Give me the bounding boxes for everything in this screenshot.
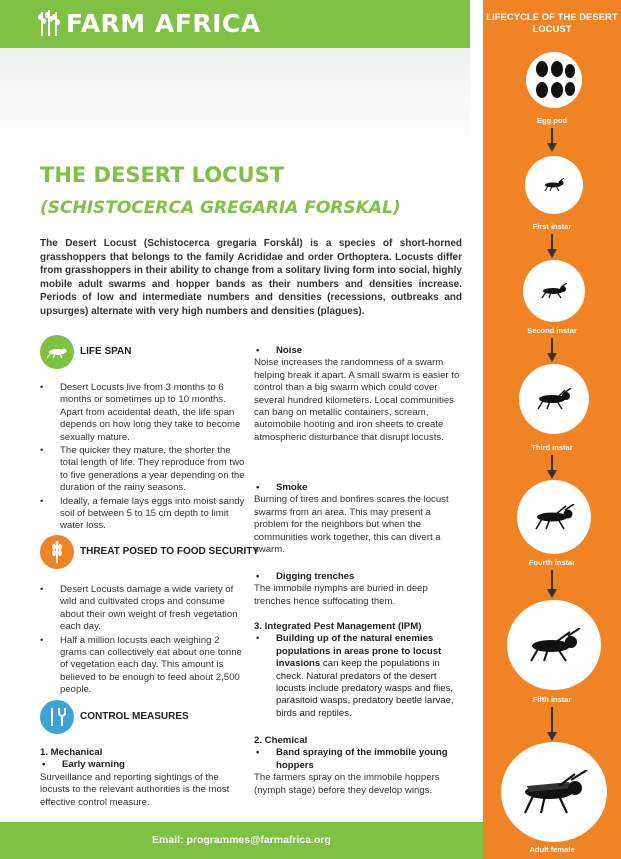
ipm-heading: 3. Integrated Pest Management (IPM): [254, 621, 422, 632]
farm-africa-logo: [38, 8, 261, 38]
band-spraying-text: The farmers spray on the immobile hoppers (nymph stage) before they develop wings.: [254, 772, 440, 796]
arrow-down-icon: [547, 570, 557, 598]
noise-heading: • Noise: [254, 345, 464, 357]
fifth-instar-image: [507, 600, 601, 690]
stage-label-second-instar: Second instar: [527, 326, 577, 335]
early-warning-text: Surveillance and reporting sightings of the locusts to the relevant authorities is the most effective control measure.: [40, 771, 230, 808]
noise-text: Noise increases the randomness of a swarm helping break it apart. A small swarm is easier to control than a big swarm which could cover several hundred kilometers. Local communities can bang on metallic containers, scream, automobile hooting and iron sheets to create atmospheric disturbance that disrupt locusts.: [254, 357, 460, 443]
list-item: • Half a million locusts each weighing 2 grams can collectively eat about one tonne of vegetation each day. This amount is believed to be enough to feed about 2,500 people.: [38, 635, 248, 697]
footer: [0, 822, 483, 859]
stage-label-first-instar: First instar: [532, 222, 572, 231]
band-spraying-heading: • Band spraying of the immobile young hoppers: [254, 747, 464, 772]
list-item: • Desert Locusts live from 3 months to 6 months or sometimes up to 10 months. Apart from accidental death, the life span depends on how long they take to become sexually mature.: [38, 382, 248, 444]
arrow-down-icon: [547, 455, 557, 479]
stage-label-fourth-instar: Fourth instar: [528, 558, 576, 567]
ipm-text: can keep the populations in check. Natural predators of the desert locusts include predatory wasps and flies, parasitoid wasps, predatory beetle larvae, birds and reptiles.: [276, 658, 454, 719]
egg-pod-image: [526, 52, 582, 108]
lifecycle-sidebar: [483, 0, 621, 859]
smoke-text: Burning of tires and bonfires scares the locust swarms from an area. This may present a problem for the neighbors but when the communities work together, this can divert a swarm.: [254, 494, 449, 556]
wheat-logo-icon: [38, 8, 60, 38]
lifecycle-title: LIFECYCLE OF THE DESERT LOCUST: [486, 12, 618, 35]
control-mechanical: [40, 747, 250, 809]
arrow-down-icon: [547, 234, 557, 258]
mechanical-heading: 1. Mechanical: [40, 747, 103, 758]
stage-label-third-instar: Third instar: [531, 443, 573, 452]
chemical-block: [254, 735, 464, 797]
intro-paragraph: The Desert Locust (Schistocerca gregaria Forskål) is a species of short-horned grasshoppers that belongs to the family Acrididae and order Orthoptera. Locusts differ from grasshoppers in their ability to change from a solitary living form into social, highly mobile adult swarms and hopper bands as their numbers and densities increase. Periods of low and intermediate numbers and densities (recessions, outbreaks and upsurges) alternate with very high numbers and densities (plagues).: [40, 238, 462, 317]
chemical-heading: 2. Chemical: [254, 735, 308, 746]
life-span-heading: LIFE SPAN: [80, 346, 132, 357]
page-title: THE DESERT LOCUST: [40, 163, 285, 187]
control-heading: CONTROL MEASURES: [80, 711, 189, 722]
page-subtitle: (SCHISTOCERCA GREGARIA FORSKAL): [40, 198, 401, 218]
list-item: • The quicker they mature, the shorter the total length of life. They reproduce from two to five generations a year depending on the duration of the rainy seasons.: [38, 445, 248, 495]
early-warning-heading: • Early warning: [40, 759, 250, 771]
tools-icon: [40, 700, 74, 734]
smoke-block: [254, 482, 464, 556]
second-instar-image: [523, 260, 585, 322]
ipm-block: [254, 621, 464, 720]
ipm-paragraph: [254, 633, 464, 720]
header: [0, 0, 470, 140]
footer-email[interactable]: Email: programmes@farmafrica.org: [152, 834, 331, 846]
brand-name: FARM AFRICA: [66, 8, 261, 38]
header-shade: [0, 48, 470, 148]
noise-block: [254, 345, 464, 444]
arrow-down-icon: [547, 707, 557, 741]
ipm-bold-text: Building up of the natural enemies populations in areas prone to locust invasions: [276, 633, 442, 670]
list-item: • Desert Locusts damage a wide variety of wild and cultivated crops and consume about their own weight of fresh vegetation each day.: [38, 584, 248, 634]
smoke-heading: • Smoke: [254, 482, 464, 494]
stage-label-fifth-instar: Fifth instar: [532, 695, 572, 704]
trench-text: The immobile nymphs are buried in deep trenches hence suffocating them.: [254, 583, 428, 607]
threat-heading: THREAT POSED TO FOOD SECURITY: [80, 546, 260, 557]
stage-label-egg-pod: Egg pod: [537, 116, 567, 125]
arrow-down-icon: [547, 128, 557, 152]
locust-icon: [40, 335, 74, 369]
arrow-down-icon: [547, 338, 557, 362]
list-item: • Ideally, a female lays eggs into moist sandy soil of between 5 to 15 cm depth to limit water loss.: [38, 496, 248, 533]
first-instar-image: [525, 156, 583, 214]
fourth-instar-image: [517, 480, 591, 554]
adult-female-image: [501, 742, 607, 842]
trench-heading: • Digging trenches: [254, 571, 464, 583]
trench-block: [254, 571, 464, 608]
threat-list: [38, 584, 248, 698]
stage-label-adult-female: Adult female: [529, 845, 575, 854]
life-span-list: [38, 382, 248, 534]
wheat-icon: [40, 535, 74, 569]
third-instar-image: [519, 364, 589, 434]
